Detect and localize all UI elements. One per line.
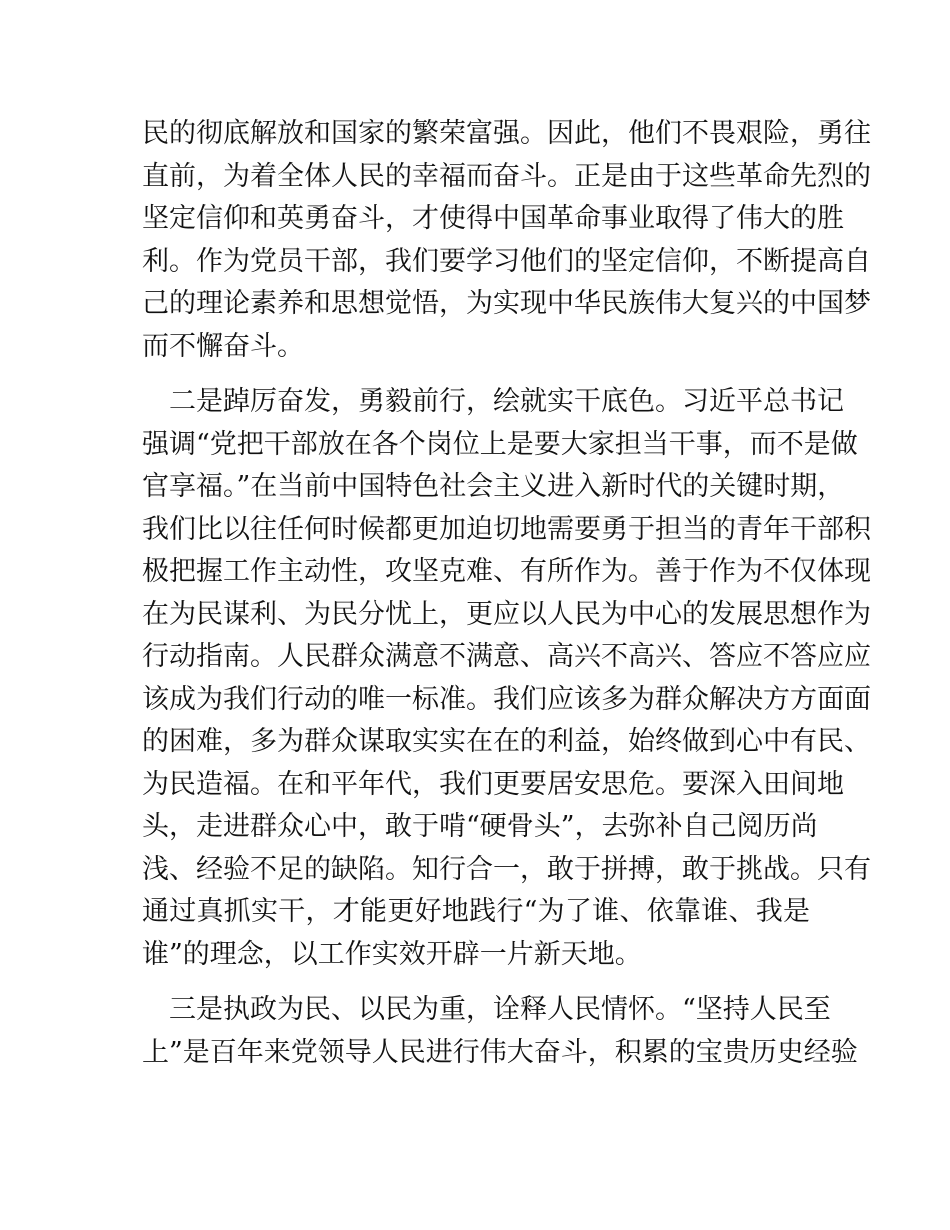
text-line: 三是执政为民、以民为重，诠释人民情怀。“坚持人民至 (142, 994, 831, 1025)
text-line: 我们比以往任何时候都更加迫切地需要勇于担当的青年干部积 (142, 513, 871, 545)
text-line: 谁”的理念，以工作实效开辟一片新天地。 (142, 938, 642, 970)
text-line: 上”是百年来党领导人民进行伟大奋斗，积累的宝贵历史经验 (142, 1036, 858, 1068)
paragraph-3 (142, 989, 858, 1074)
text-line: 该成为我们行动的唯一标准。我们应该多为群众解决方方面面 (142, 683, 871, 715)
text-line: 坚定信仰和英勇奋斗，才使得中国革命事业取得了伟大的胜 (142, 203, 844, 234)
text-line: 己的理论素养和思想觉悟，为实现中华民族伟大复兴的中国梦 (142, 288, 871, 319)
document-body (142, 113, 871, 1074)
text-line: 强调“党把干部放在各个岗位上是要大家担当干事，而不是做 (142, 428, 858, 460)
text-line: 在为民谋利、为民分忧上，更应以人民为中心的发展思想作为 (142, 598, 871, 630)
paragraph-2 (142, 381, 871, 976)
paragraph-1 (142, 113, 871, 368)
paragraph-gap (142, 976, 810, 989)
text-line: 极把握工作主动性，攻坚克难、有所作为。善于作为不仅体现 (142, 556, 871, 587)
text-line: 行动指南。人民群众满意不满意、高兴不高兴、答应不答应应 (142, 641, 871, 672)
paragraph-gap (142, 368, 810, 381)
text-line: 官享福。”在当前中国特色社会主义进入新时代的关键时期， (142, 471, 845, 502)
text-line: 的困难，多为群众谋取实实在在的利益，始终做到心中有民、 (142, 726, 871, 757)
text-line: 而不懈奋斗。 (142, 330, 304, 362)
text-line: 为民造福。在和平年代，我们更要居安思危。要深入田间地 (142, 768, 844, 800)
text-line: 利。作为党员干部，我们要学习他们的坚定信仰，不断提高自 (142, 245, 871, 277)
text-line: 头，走进群众心中，敢于啃“硬骨头”，去弥补自己阅历尚 (142, 811, 818, 842)
text-line: 二是踔厉奋发，勇毅前行，绘就实干底色。习近平总书记 (142, 386, 844, 417)
text-line: 民的彻底解放和国家的繁荣富强。因此，他们不畏艰险，勇往 (142, 118, 871, 149)
text-line: 浅、经验不足的缺陷。知行合一，敢于拼搏，敢于挑战。只有 (142, 853, 871, 885)
text-line: 通过真抓实干，才能更好地践行“为了谁、依靠谁、我是 (142, 896, 810, 927)
text-line: 直前，为着全体人民的幸福而奋斗。正是由于这些革命先烈的 (142, 160, 871, 192)
